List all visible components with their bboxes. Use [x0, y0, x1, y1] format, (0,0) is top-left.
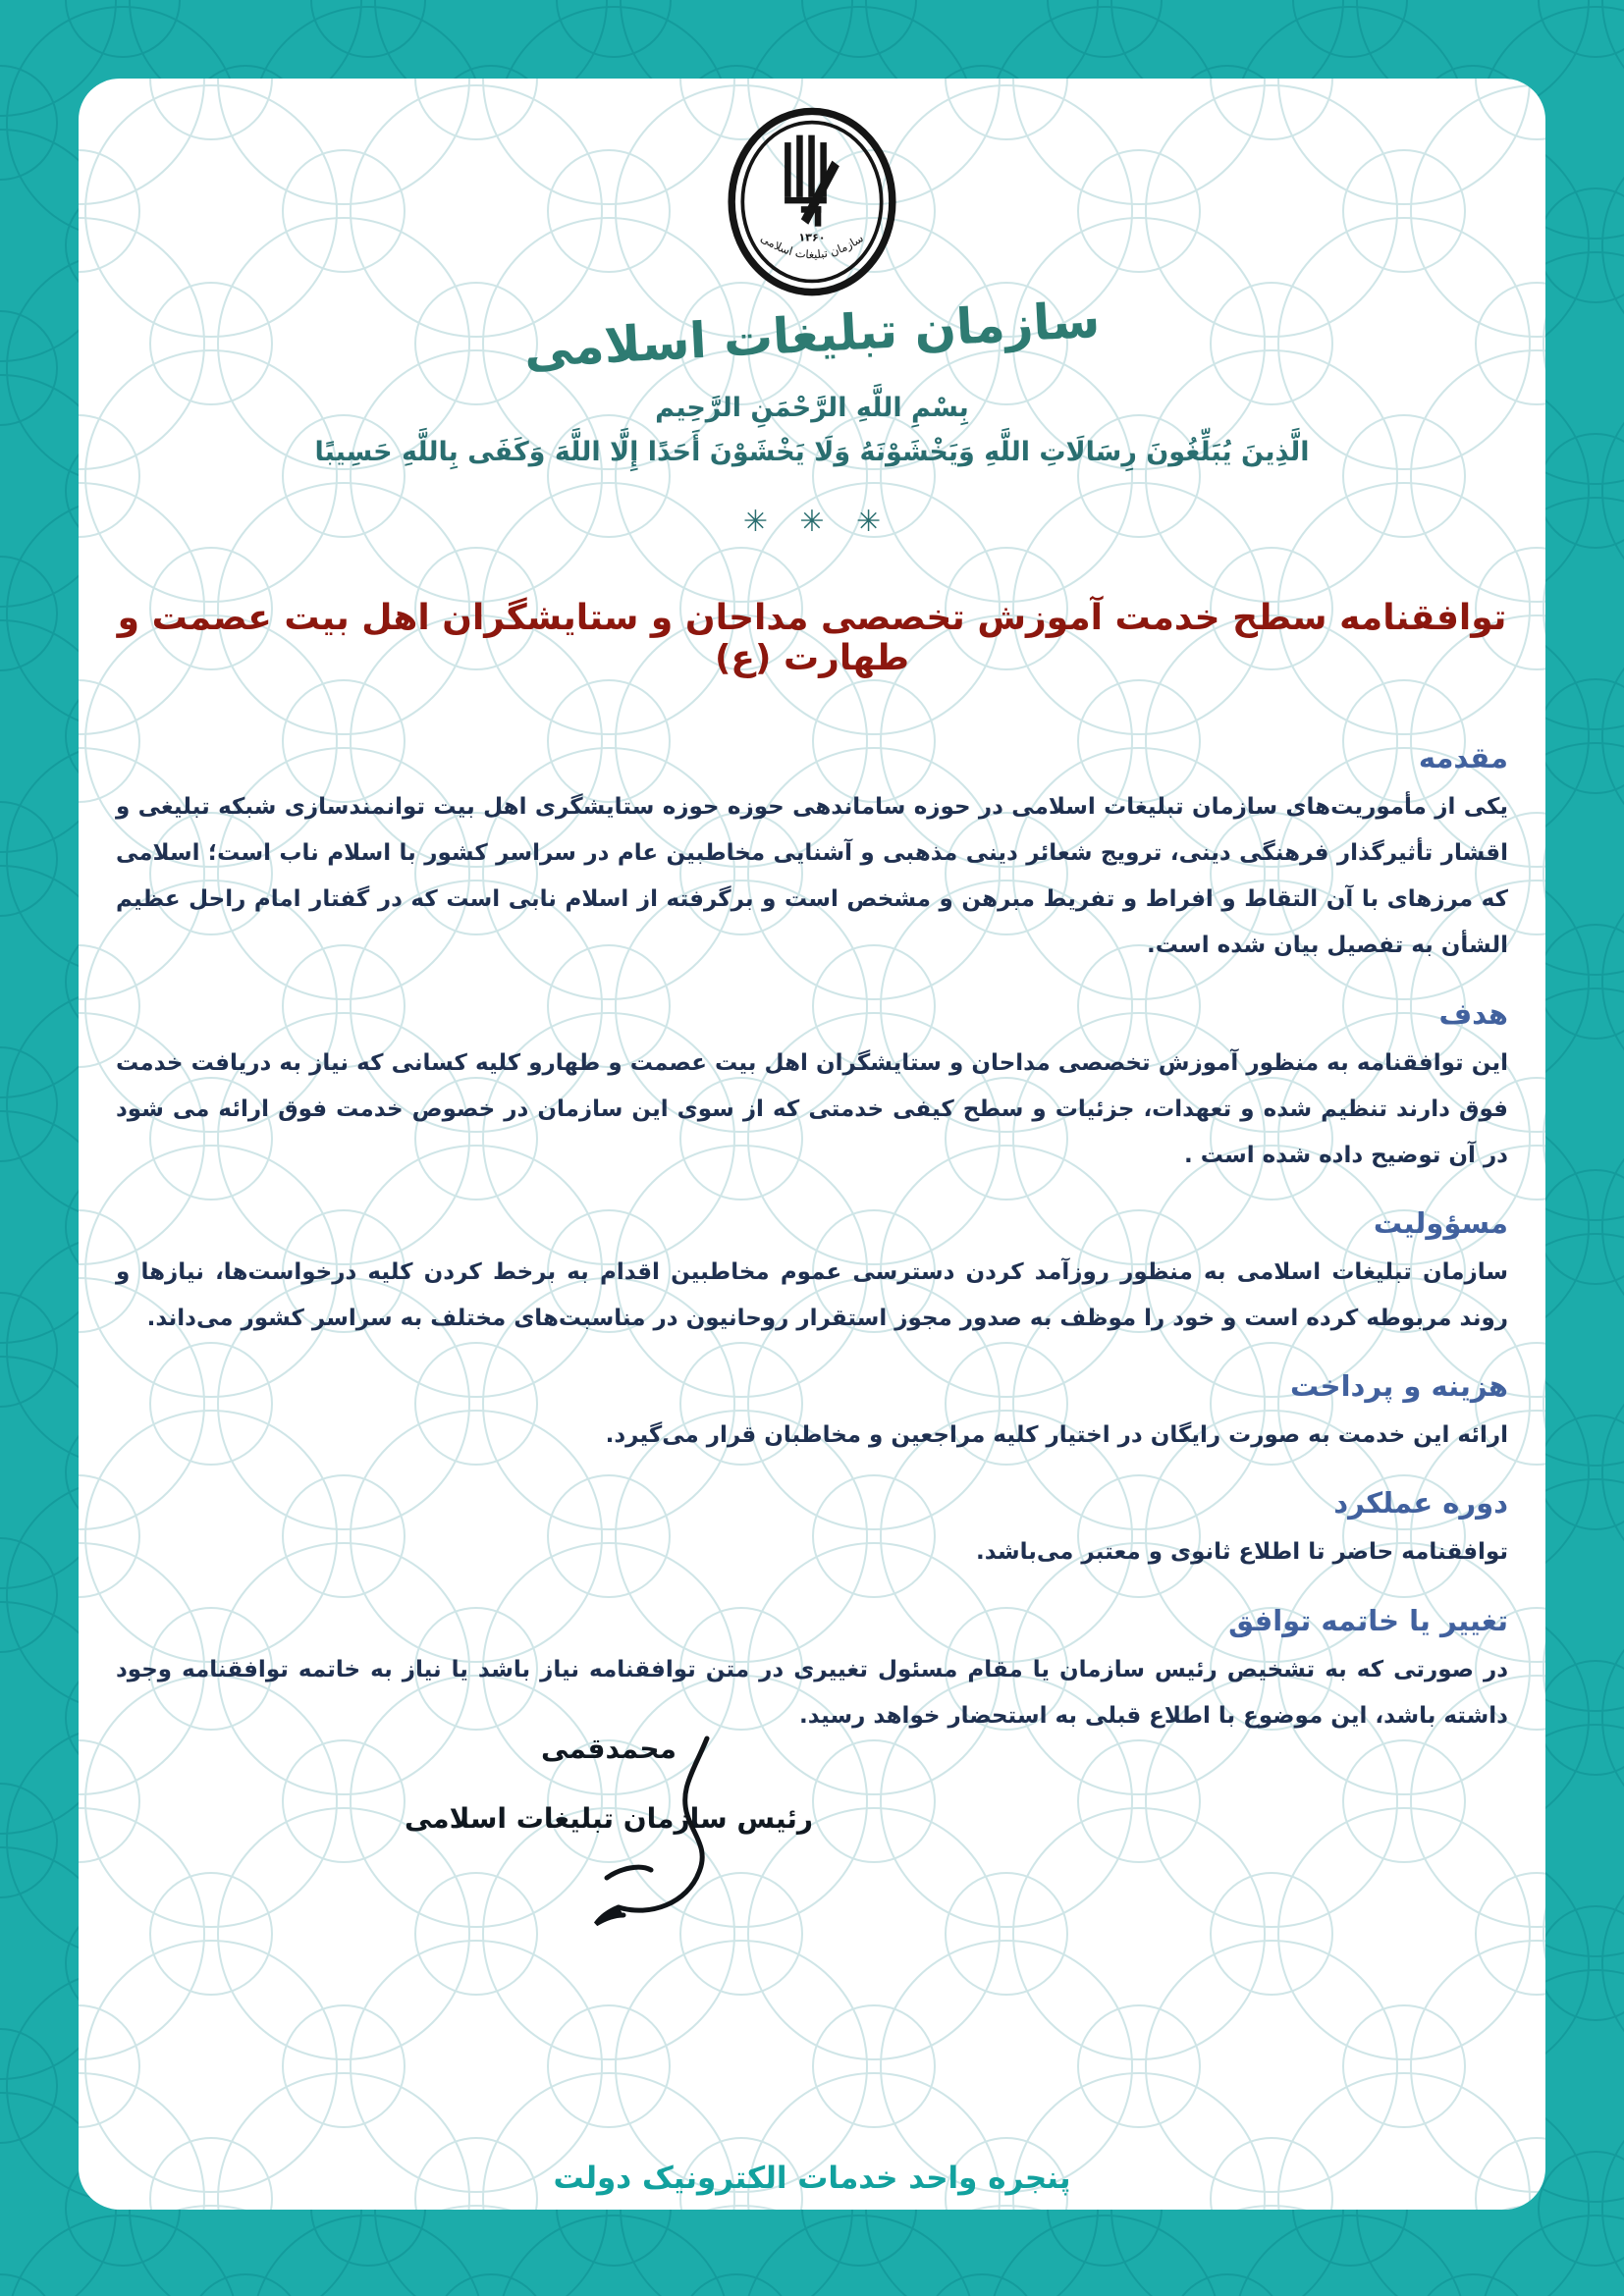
document-title: توافقنامه سطح خدمت آموزش تخصصی مداحان و ستایشگران اهل بیت عصمت و طهارت (ع) [117, 598, 1507, 678]
signer-name: محمدقمی [541, 1733, 677, 1765]
section-body: در صورتی که به تشخیص رئیس سازمان یا مقام مسئول تغییری در متن توافقنامه نیاز باشد یا نیاز به خاتمه توافقنامه وجود داشته باشد، این موضوع با اطلاع قبلی به استحضار خواهد رسید. [116, 1656, 1508, 1729]
section-body: یکی از مأموریت‌های سازمان تبلیغات اسلامی در حوزه ساماندهی حوزه حوزه ستایشگری اهل بیت توانمندسازی شبکه تبلیغی و اقشار تأثیرگذار فرهنگی دینی، ترویج شعائر دینی مذهبی و آشنایی مخاطبین عام در سراسر کشور با اسلام ناب است؛ اسلامی که مرزهای با آن التقاط و افراط و تفریط مبرهن و مشخص است و برگرفته از اسلام نابی است که در گفتار امام راحل عظیم الشأن به تفصیل بیان شده است. [116, 794, 1508, 959]
section-moghaddameh [116, 741, 1508, 970]
section-body: سازمان تبلیغات اسلامی به منظور روزآمد کردن دسترسی عموم مخاطبین اقدام به برخط کردن کلیه درخواست‌ها، نیازها و روند مربوطه کرده است و خود را موظف به صدور مجوز استقرار روحانیون در مناسبت‌های مختلف به سراسر کشور می‌داند. [116, 1258, 1508, 1332]
section-taghir-khatemeh [116, 1604, 1508, 1739]
section-body: ارائه این خدمت به صورت رایگان در اختیار کلیه مراجعین و مخاطبان قرار می‌گیرد. [605, 1422, 1508, 1449]
signature-block [403, 1733, 815, 1835]
sections [116, 741, 1508, 1739]
section-doreh-amalkard [116, 1486, 1508, 1575]
bismillah-line: بِسْمِ اللَّهِ الرَّحْمَنِ الرَّحِیم [655, 393, 969, 423]
section-heading: دوره عملکرد [1333, 1486, 1508, 1521]
section-heading: مقدمه [1418, 741, 1508, 774]
section-body: توافقنامه حاضر تا اطلاع ثانوی و معتبر می‌باشد. [976, 1539, 1508, 1566]
logo-ring-text: سازمان تبلیغات اسلامی [758, 231, 866, 262]
ornament-stars: ✳ ✳ ✳ [742, 505, 882, 539]
section-heading: تغییر یا خاتمه توافق [1228, 1603, 1508, 1637]
signer-title: رئیس سازمان تبلیغات اسلامی [404, 1802, 814, 1835]
footer-egov-text: پنجره واحد خدمات الکترونیک دولت [553, 2161, 1071, 2196]
logo-year: ۱۳۶۰ [798, 231, 826, 244]
quran-verse-line: الَّذِینَ یُبَلِّغُونَ رِسَالَاتِ اللَّهِ وَیَخْشَوْنَهُ وَلَا یَخْشَوْنَ أَحَدًا إِلَّا اللَّهَ وَکَفَی بِاللَّهِ حَسِیبًا [314, 437, 1310, 467]
section-hadaf [116, 997, 1508, 1179]
section-heading: هزینه و پرداخت [1289, 1369, 1508, 1404]
section-hazineh-pardakht [116, 1369, 1508, 1459]
section-body: این توافقنامه به منظور آموزش تخصصی مداحان و ستایشگران اهل بیت عصمت و طهارو کلیه کسانی که نیاز به دریافت خدمت فوق دارند تنظیم شده و تعهدات، جزئیات و سطح کیفی خدمتی که از سوی این سازمان در خصوص خدمت فوق ارائه می شود در آن توضیح داده شده است . [116, 1049, 1508, 1168]
allah-kufic-calligraphy [785, 135, 839, 227]
section-heading: هدف [1438, 996, 1508, 1031]
organization-calligraphy-text: سازمان تبلیغات اسلامی [522, 291, 1102, 379]
section-heading: مسؤولیت [1373, 1205, 1508, 1240]
document-card [79, 79, 1545, 2210]
organization-emblem-logo [721, 104, 903, 300]
document-content [79, 79, 1545, 1739]
section-masouliat [116, 1206, 1508, 1342]
logo-wrap [116, 104, 1508, 304]
